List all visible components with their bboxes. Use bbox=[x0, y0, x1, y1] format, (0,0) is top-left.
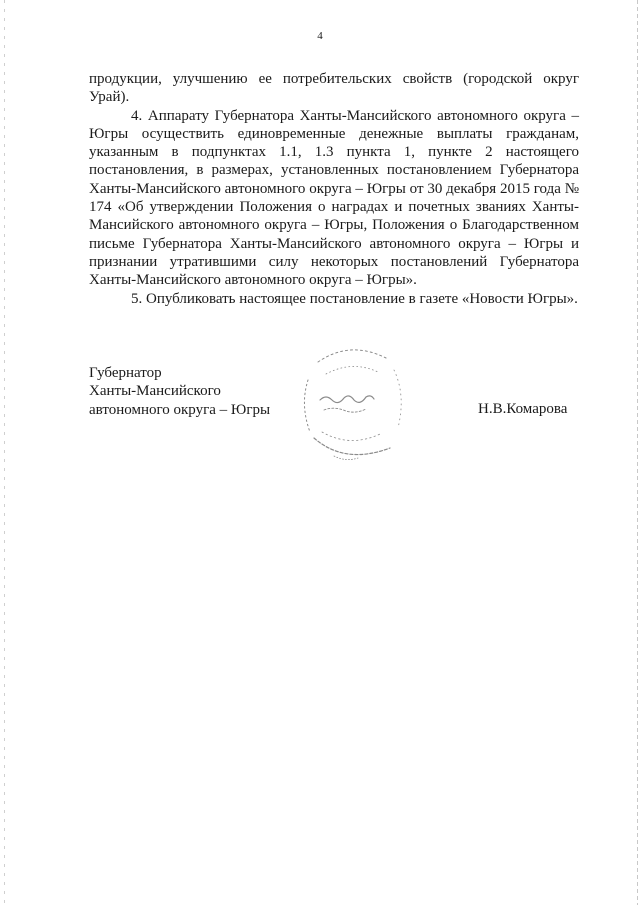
scan-edge-left bbox=[4, 0, 5, 905]
official-seal-stamp bbox=[290, 340, 410, 470]
paragraph-continuation: продукции, улучшению ее потребительских свойств (городской округ Урай). bbox=[89, 71, 579, 106]
signature-title-line: Ханты-Мансийского bbox=[89, 383, 221, 400]
signature-title-line: Губернатор bbox=[89, 365, 162, 381]
scan-edge-right bbox=[637, 0, 638, 905]
paragraph-item-4: 4. Аппарату Губернатора Ханты-Мансийского автономного округа – Югры осуществить единовременные денежные выплаты гражданам, указанным в подпунктах 1.1, 1.3 пункта 1, пункте 2 настоящего постановления, в размерах, установленных постановлением Губернатора Ханты-Мансийского автономного округа – Югры от 30 декабря 2015 года № 174 «Об утверждении Положения о наградах и почетных званиях Ханты-Мансийского автономного округа – Югры, Положения о Благодарственном письме Губернатора Ханты-Мансийского автономного округа – Югры и признании утратившими силу некоторых постановлений Губернатора Ханты-Мансийского автономного округа – Югры». bbox=[89, 107, 579, 289]
signatory-name: Н.В.Комарова bbox=[478, 401, 568, 417]
paragraph-item-5: 5. Опубликовать настоящее постановление в газете «Новости Югры». bbox=[131, 290, 578, 307]
signature-title-line: автономного округа – Югры bbox=[89, 401, 271, 418]
document-body bbox=[89, 70, 579, 308]
signature-title-block bbox=[89, 364, 270, 419]
page-number: 4 bbox=[317, 30, 323, 42]
